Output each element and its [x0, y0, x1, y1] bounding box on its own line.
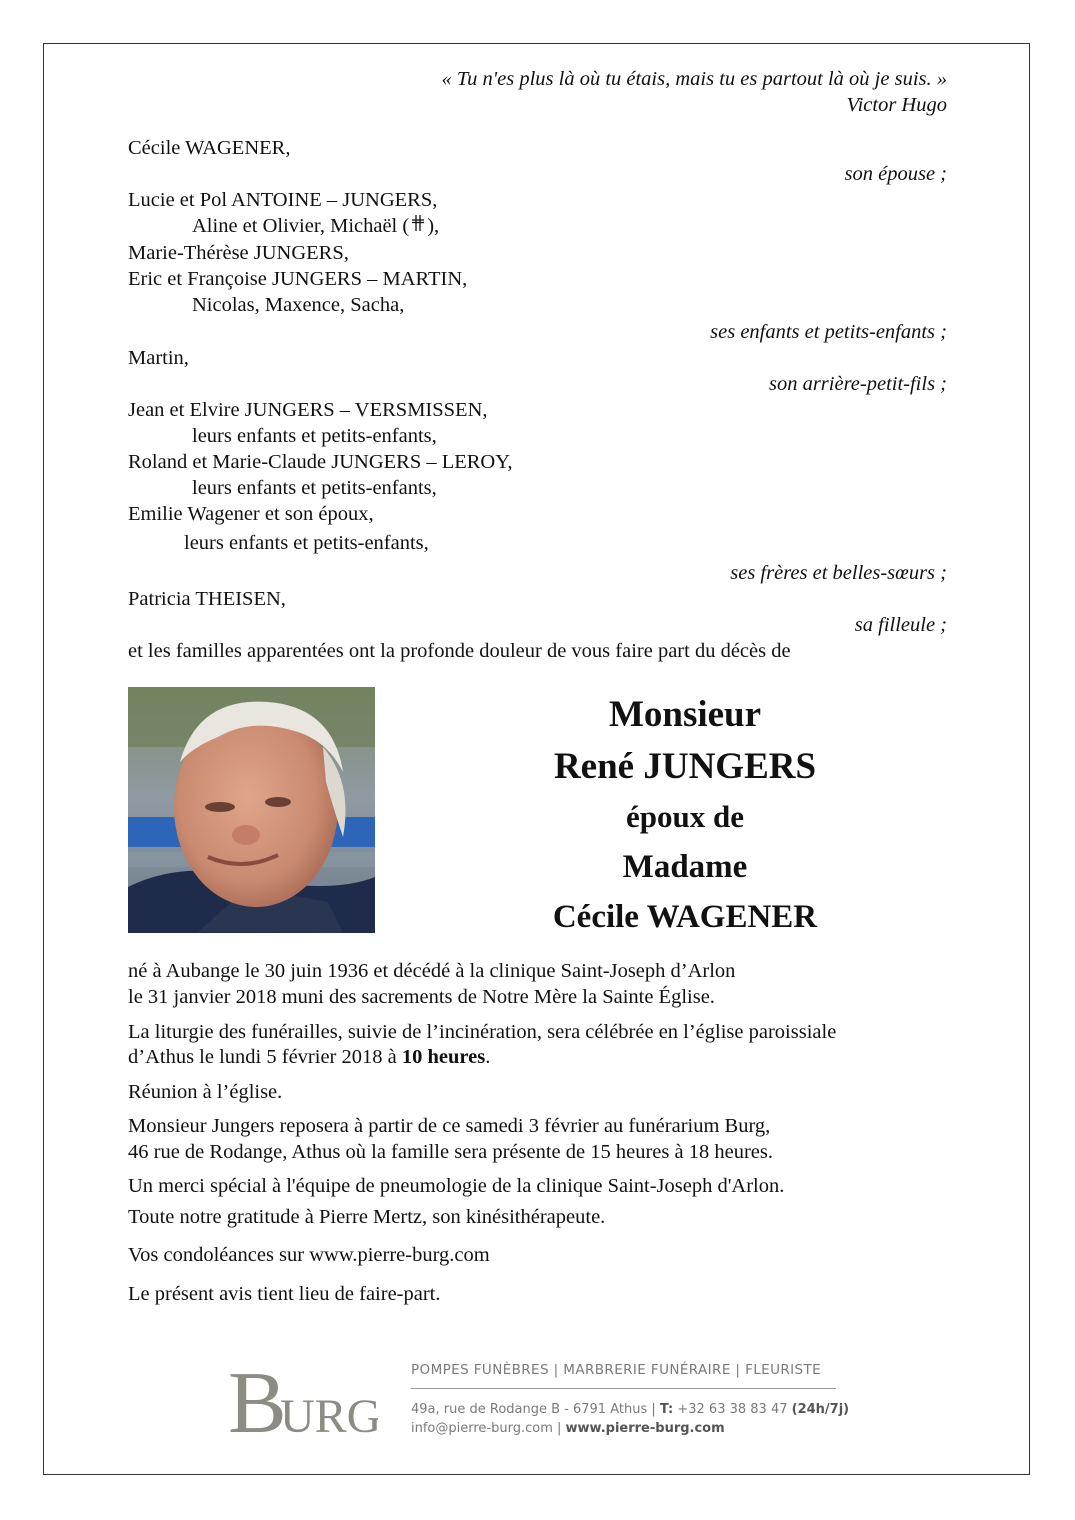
- sibling-2-sub: leurs enfants et petits-enfants,: [192, 477, 437, 499]
- footer-email[interactable]: info@pierre-burg.com |: [411, 1421, 566, 1436]
- thanks-line-2: Toute notre gratitude à Pierre Mertz, son kinésithérapeute.: [128, 1206, 606, 1228]
- sibling-1: Jean et Elvire JUNGERS – VERSMISSEN,: [128, 399, 488, 421]
- birth-death-1: né à Aubange le 30 juin 1936 et décédé à la clinique Saint-Joseph d’Arlon: [128, 960, 736, 982]
- child-2: Marie-Thérèse JUNGERS,: [128, 242, 349, 264]
- liturgy-time: 10 heures: [401, 1046, 486, 1068]
- liturgy-line-1: La liturgie des funérailles, suivie de l’incinération, sera célébrée en l’église paroissiale: [128, 1021, 837, 1043]
- great-grandchild-role: son arrière-petit-fils ;: [768, 373, 947, 395]
- logo-urg-glyphs: URG: [280, 1390, 378, 1438]
- footer-services: POMPES FUNÈBRES | MARBRERIE FUNÉRAIRE | FLEURISTE: [411, 1362, 822, 1378]
- deceased-name: René JUNGERS: [553, 746, 817, 787]
- spouse-full-name: Cécile WAGENER: [552, 899, 818, 935]
- rest-line-2: 46 rue de Rodange, Athus où la famille sera présente de 15 heures à 18 heures.: [128, 1141, 773, 1163]
- rest-line-1: Monsieur Jungers reposera à partir de ce samedi 3 février au funérarium Burg,: [128, 1115, 771, 1137]
- logo-b-glyph: B: [228, 1360, 287, 1438]
- footer-contact-line: [411, 1421, 725, 1436]
- spouse-role: son épouse ;: [844, 163, 947, 185]
- children-role: ses enfants et petits-enfants ;: [710, 321, 947, 343]
- deceased-title: Monsieur: [608, 694, 762, 735]
- sibling-1-sub: leurs enfants et petits-enfants,: [192, 425, 437, 447]
- goddaughter-role: sa filleule ;: [854, 614, 947, 636]
- spouse-of-label: époux de: [626, 799, 744, 834]
- footer-address-line: 49a, rue de Rodange B - 6791 Athus | T: +32 63 38 83 47 (24h/7j): [411, 1402, 850, 1417]
- siblings-role: ses frères et belles-sœurs ;: [730, 562, 947, 584]
- liturgy-line-2: d’Athus le lundi 5 février 2018 à 10 heures.: [128, 1046, 491, 1068]
- great-grandchild: Martin,: [128, 347, 189, 369]
- child-3: Eric et Françoise JUNGERS – MARTIN,: [128, 268, 468, 290]
- grandchildren-3: Nicolas, Maxence, Sacha,: [192, 294, 405, 316]
- child-1: Lucie et Pol ANTOINE – JUNGERS,: [128, 189, 438, 211]
- quote-text: « Tu n'es plus là où tu étais, mais tu es partout là où je suis. »: [441, 68, 947, 90]
- condolences-text: Vos condoléances sur www.pierre-burg.com: [128, 1244, 490, 1266]
- goddaughter: Patricia THEISEN,: [128, 588, 286, 610]
- birth-death-2: le 31 janvier 2018 muni des sacrements de Notre Mère la Sainte Église.: [128, 986, 715, 1008]
- grandchildren-1: Aline et Olivier, Michaël ( ),: [192, 215, 440, 237]
- deceased-name-block: [470, 690, 900, 942]
- notice-text: Le présent avis tient lieu de faire-part.: [128, 1283, 441, 1305]
- sibling-3: Emilie Wagener et son époux,: [128, 503, 374, 525]
- footer-website[interactable]: www.pierre-burg.com: [565, 1421, 725, 1436]
- reunion-text: Réunion à l’église.: [128, 1081, 283, 1103]
- quote-author: Victor Hugo: [846, 94, 947, 116]
- announcement: et les familles apparentées ont la profonde douleur de vous faire part du décès de: [128, 640, 791, 662]
- burg-logo: [228, 1360, 378, 1438]
- cross-icon: [409, 213, 427, 239]
- footer-divider: [411, 1388, 836, 1389]
- thanks-line-1: Un merci spécial à l'équipe de pneumologie de la clinique Saint-Joseph d'Arlon.: [128, 1175, 785, 1197]
- sibling-3-sub: leurs enfants et petits-enfants,: [184, 532, 429, 554]
- sibling-2: Roland et Marie-Claude JUNGERS – LEROY,: [128, 451, 513, 473]
- spouse-name: Cécile WAGENER,: [128, 137, 291, 159]
- spouse-title: Madame: [622, 849, 748, 885]
- portrait-photo: [128, 687, 375, 933]
